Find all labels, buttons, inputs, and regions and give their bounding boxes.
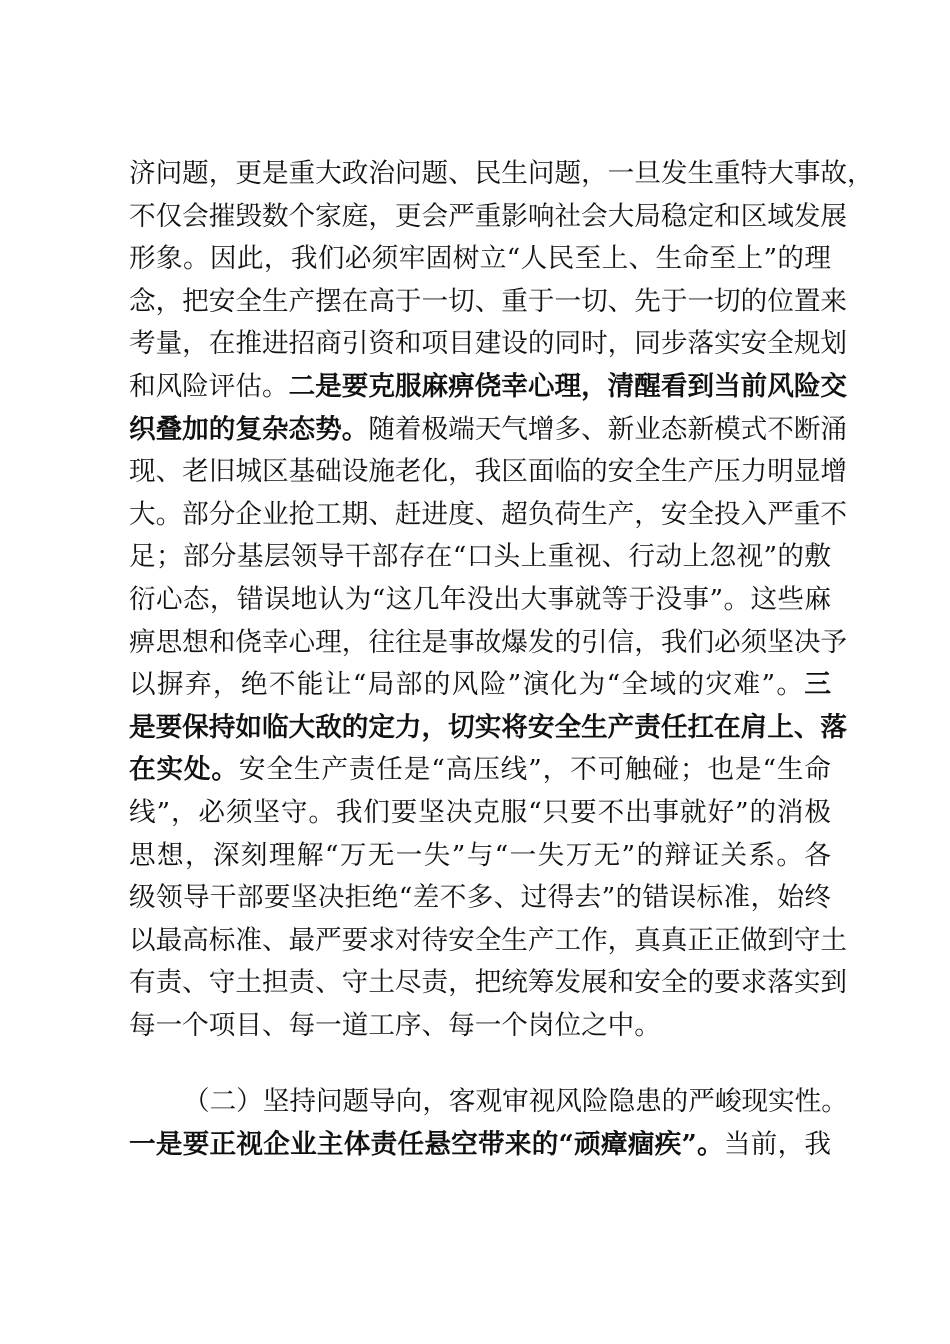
text-line [129,920,848,963]
text-line [129,281,848,324]
text-line [129,1124,831,1167]
text-run: 和风险评估。 [129,370,289,402]
text-line [129,962,848,1005]
bold-text-run: 织叠加的复杂态势。 [129,413,369,445]
text-run: 大。部分企业抢工期、赶进度、超负荷生产，安全投入严重不 [129,498,848,530]
text-line [129,494,848,537]
text-run: 足；部分基层领导干部存在“口头上重视、行动上忽视”的敷 [129,541,831,573]
bold-text-run: 二是要克服麻痹侥幸心理，清醒看到当前风险交 [288,370,848,402]
text-line [129,622,848,665]
text-line [129,536,831,579]
text-line [129,451,848,494]
text-line [129,238,831,281]
text-run: 济问题，更是重大政治问题、民生问题，一旦发生重特大事故， [129,158,874,189]
text-line [129,1005,831,1048]
text-line [129,196,848,239]
bold-text-run: 三 [804,669,831,701]
text-line [129,877,831,920]
text-line [129,323,848,366]
text-line [129,409,848,452]
text-run: 当前，我 [723,1128,832,1160]
bold-text-run: 在实处。 [129,754,239,786]
text-run: 念，把安全生产摆在高于一切、重于一切、先于一切的位置来 [129,285,848,317]
text-run: 线”，必须坚守。我们要坚决克服“只要不出事就好”的消极 [129,796,831,828]
text-line [129,835,831,878]
text-run: 考量，在推进招商引资和项目建设的同时，同步落实安全规划 [129,328,848,360]
text-run: 不仅会摧毁数个家庭，更会严重影响社会大局稳定和区域发展 [129,200,848,232]
text-run: 有责、守土担责、守土尽责，把统筹发展和安全的要求落实到 [129,967,848,999]
text-line [129,792,831,835]
text-run: 现、老旧城区基础设施老化，我区面临的安全生产压力明显增 [129,456,848,488]
text-run: 以最高标准、最严要求对待安全生产工作，真真正正做到守土 [129,924,848,956]
text-run: 形象。因此，我们必须牢固树立“人民至上、生命至上”的理 [129,243,831,275]
text-run: 衍心态，错误地认为“这几年没出大事就等于没事”。这些麻 [129,583,831,615]
text-run: 级领导干部要坚决拒绝“差不多、过得去”的错误标准，始终 [129,882,831,914]
text-line [129,749,831,792]
text-run: 安全生产责任是“高压线”，不可触碰；也是“生命 [238,754,831,786]
text-line [129,579,831,622]
text-run: 随着极端天气增多、新业态新模式不断涌 [368,413,848,445]
bold-text-run: 一是要正视企业主体责任悬空带来的“顽瘴痼疾”。 [129,1128,724,1160]
text-run: 思想，深刻理解“万无一失”与“一失万无”的辩证关系。各 [129,839,831,871]
text-line [129,707,848,750]
bold-text-run: 是要保持如临大敌的定力，切实将安全生产责任扛在肩上、落 [129,711,848,743]
text-run: 每一个项目、每一道工序、每一个岗位之中。 [129,1009,661,1041]
text-line [129,153,874,196]
paragraph-body-1 [129,153,874,1047]
text-run: 痹思想和侥幸心理，往往是事故爆发的引信，我们必须坚决予 [129,626,848,658]
text-line [129,664,831,707]
text-run: 以摒弃，绝不能让“局部的风险”演化为“全域的灾难”。 [129,669,805,701]
paragraph-body-2 [129,1081,848,1166]
text-line [129,1081,848,1124]
text-run: （二）坚持问题导向，客观审视风险隐患的严峻现实性。 [183,1086,848,1117]
text-line [129,366,848,409]
